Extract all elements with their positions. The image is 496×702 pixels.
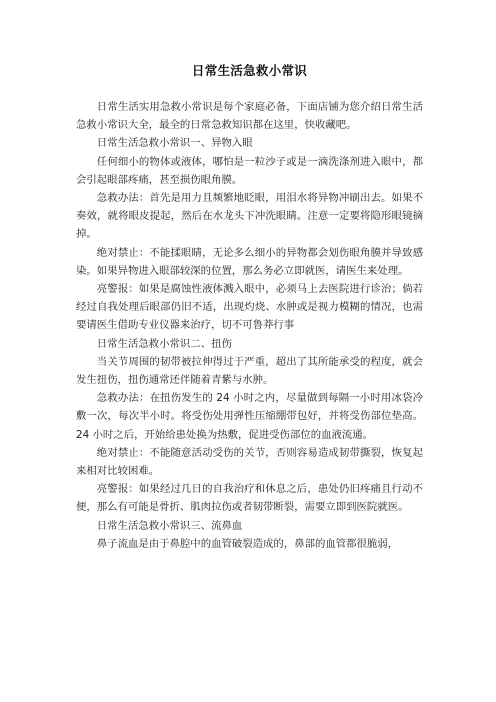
document-title: 日常生活急救小常识 xyxy=(191,63,308,78)
paragraph: 任何细小的物体或液体，哪怕是一粒沙子或是一滴洗涤剂进入眼中，都会引起眼部疼痛，甚至损伤眼角膜。 xyxy=(76,155,423,186)
section-heading-nosebleed: 日常生活急救小常识三、流鼻血 xyxy=(96,519,243,532)
paragraph: 急救办法：首先是用力且频繁地眨眼，用泪水将异物冲刷出去。如果不奏效，就将眼皮提起，然后在水龙头下冲洗眼睛。注意一定要将隐形眼镜摘掉。 xyxy=(76,192,423,241)
paragraph-intro: 日常生活实用急救小常识是每个家庭必备，下面店铺为您介绍日常生活急救小常识大全，最全的日常急救知识都在这里，快收藏吧。 xyxy=(76,101,423,132)
paragraph: 绝对禁止：不能揉眼睛，无论多么细小的异物都会划伤眼角膜并导致感染。如果异物进入眼部较深的位置，那么务必立即就医，请医生来处理。 xyxy=(76,246,423,277)
paragraph: 急救办法：在扭伤发生的 24 小时之内，尽量做到每隔一小时用冰袋冷敷一次，每次半小时。将受伤处用弹性压缩绷带包好，并将受伤部位垫高。24 小时之后，开始给患处换为热敷，促进受伤部位的血液流通。 xyxy=(76,392,423,441)
section-heading-sprain: 日常生活急救小常识二、扭伤 xyxy=(96,337,232,350)
paragraph: 当关节周围的韧带被拉伸得过于严重，超出了其所能承受的程度，就会发生扭伤，扭伤通常还伴随着青紫与水肿。 xyxy=(76,355,423,387)
paragraph: 亮警报：如果是腐蚀性液体溅入眼中，必须马上去医院进行诊治；倘若经过自我处理后眼部仍旧不适，出现灼烧、水肿或是视力模糊的情况，也需要请医生借助专业仪器来治疗，切不可鲁莽行事 xyxy=(76,283,423,332)
paragraph: 亮警报：如果经过几日的自我治疗和休息之后，患处仍旧疼痛且行动不便，那么有可能是骨折、肌肉拉伤或者韧带断裂，需要立即到医院就医。 xyxy=(76,483,423,514)
paragraph: 鼻子流血是由于鼻腔中的血管破裂造成的，鼻部的血管都很脆弱， xyxy=(96,537,399,550)
section-heading-foreign-body-in-eye: 日常生活急救小常识一、异物入眼 xyxy=(96,137,253,150)
paragraph: 绝对禁止：不能随意活动受伤的关节，否则容易造成韧带撕裂，恢复起来相对比较困难。 xyxy=(76,446,423,478)
document-body xyxy=(76,98,423,553)
